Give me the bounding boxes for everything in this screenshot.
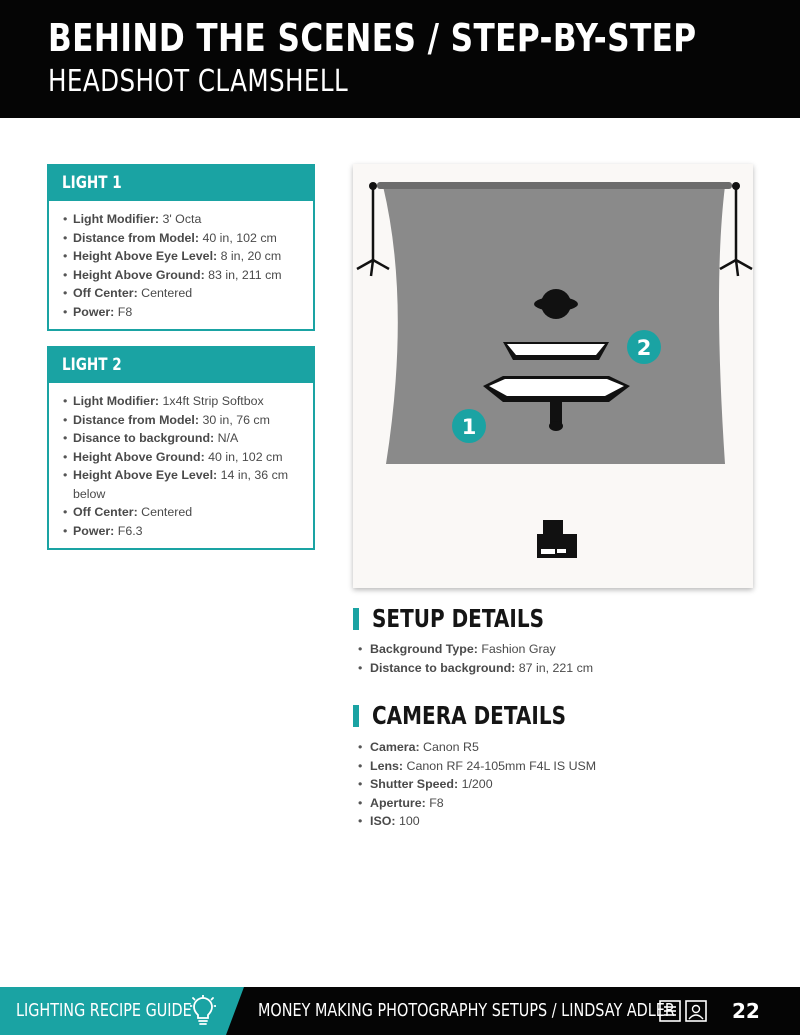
list-item: • Background Type: Fashion Gray — [358, 640, 593, 659]
list-item: • Lens: Canon RF 24-105mm F4L IS USM — [358, 757, 596, 776]
light-2-box — [47, 346, 315, 550]
list-item: • Off Center: Centered — [63, 284, 303, 303]
light-1-box — [47, 164, 315, 331]
page-subtitle: HEADSHOT CLAMSHELL — [48, 64, 349, 99]
light-1-heading: LIGHT 1 — [49, 166, 313, 201]
light-2-marker — [627, 330, 661, 364]
camera-details-list — [358, 738, 596, 831]
list-item: • Height Above Eye Level: 8 in, 20 cm — [63, 247, 303, 266]
lightbulb-icon — [190, 995, 216, 1027]
lighting-diagram-svg — [353, 164, 753, 588]
list-icon — [659, 1000, 681, 1022]
right-stand — [720, 186, 752, 276]
list-item: • Height Above Eye Level: 14 in, 36 cm below — [63, 466, 303, 503]
setup-details-heading: SETUP DETAILS — [353, 606, 653, 634]
light-1-list — [49, 201, 313, 329]
footer-guide-title: LIGHTING RECIPE GUIDE — [16, 1000, 192, 1021]
list-item: • ISO: 100 — [358, 812, 596, 831]
light-2-list — [49, 383, 313, 548]
page-number: 22 — [732, 999, 760, 1023]
setup-details-list — [358, 640, 593, 677]
heading-accent-bar — [353, 705, 359, 727]
strip-softbox-icon — [503, 342, 609, 360]
list-item: • Disance to background: N/A — [63, 429, 303, 448]
list-item: • Power: F6.3 — [63, 522, 303, 541]
camera-details-heading: CAMERA DETAILS — [353, 703, 653, 731]
footer-book-title: MONEY MAKING PHOTOGRAPHY SETUPS / LINDSAY ADLER — [258, 1000, 675, 1021]
svg-text:1: 1 — [461, 415, 477, 439]
list-item: • Camera: Canon R5 — [358, 738, 596, 757]
portrait-icon — [685, 1000, 707, 1022]
page-header — [0, 0, 800, 118]
camera-icon — [537, 520, 577, 558]
left-stand — [357, 186, 389, 276]
list-item: • Aperture: F8 — [358, 794, 596, 813]
list-item: • Distance from Model: 40 in, 102 cm — [63, 229, 303, 248]
lighting-diagram — [353, 164, 753, 588]
list-item: • Power: F8 — [63, 303, 303, 322]
backdrop-roll — [377, 182, 732, 189]
list-item: • Height Above Ground: 83 in, 211 cm — [63, 266, 303, 285]
light-1-marker — [452, 409, 486, 443]
list-item: • Light Modifier: 1x4ft Strip Softbox — [63, 392, 303, 411]
page-footer — [0, 987, 800, 1035]
list-item: • Shutter Speed: 1/200 — [358, 775, 596, 794]
page-title: BEHIND THE SCENES / STEP-BY-STEP — [48, 16, 697, 60]
list-item: • Light Modifier: 3' Octa — [63, 210, 303, 229]
heading-accent-bar — [353, 608, 359, 630]
svg-text:2: 2 — [636, 336, 652, 360]
list-item: • Distance to background: 87 in, 221 cm — [358, 659, 593, 678]
list-item: • Off Center: Centered — [63, 503, 303, 522]
light-2-heading: LIGHT 2 — [49, 348, 313, 383]
list-item: • Distance from Model: 30 in, 76 cm — [63, 411, 303, 430]
list-item: • Height Above Ground: 40 in, 102 cm — [63, 448, 303, 467]
